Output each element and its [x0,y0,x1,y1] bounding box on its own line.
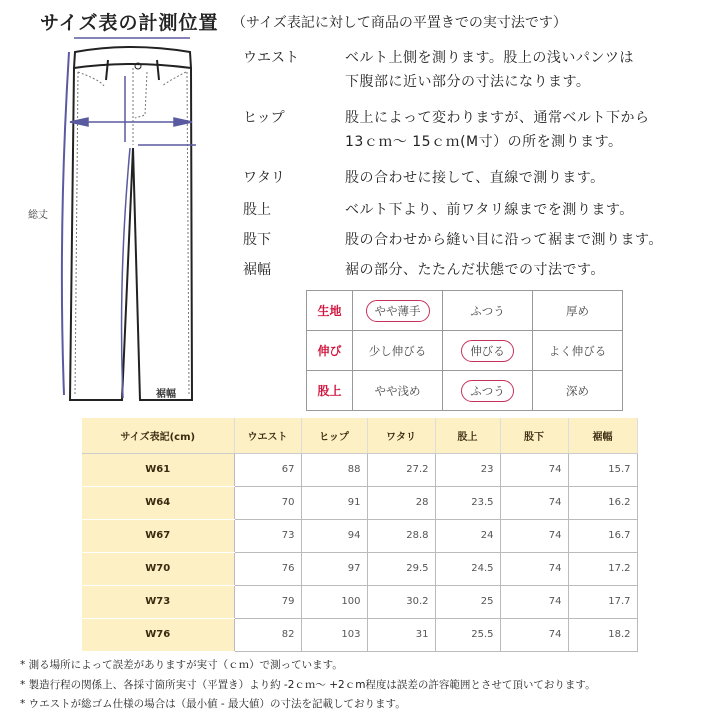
attribute-table [306,290,623,411]
table-cell: 17.7 [568,585,637,618]
attribute-label: 伸び [307,331,353,371]
measurement-label: ヒップ [243,110,285,126]
selected-option: やや薄手 [366,300,430,322]
attribute-option [353,291,443,331]
column-header: 股下 [500,418,568,453]
table-row [82,453,637,486]
hem-label: 裾幅 [156,389,176,400]
table-row [82,519,637,552]
selected-option: ふつう [461,380,514,402]
measurement-desc: ベルト上側を測ります。股上の浅いパンツは [345,50,634,66]
table-row [82,552,637,585]
table-cell: 74 [500,552,568,585]
subtitle: （サイズ表記に対して商品の平置きでの実寸法です） [232,15,567,31]
attribute-option [353,371,443,411]
total-length-label: 総丈 [28,210,48,221]
column-header: サイズ表記(cm) [82,418,234,453]
table-cell: 73 [234,519,301,552]
table-cell: 88 [301,453,367,486]
table-cell: 79 [234,585,301,618]
column-header: ヒップ [301,418,367,453]
selected-option: 伸びる [461,340,514,362]
table-cell: 91 [301,486,367,519]
table-cell: 24 [435,519,500,552]
option-text: よく伸びる [548,343,607,358]
table-cell: 16.7 [568,519,637,552]
size-label: W64 [82,486,234,519]
option-text: やや浅め [374,383,421,398]
table-row [82,486,637,519]
table-cell: 23 [435,453,500,486]
table-cell: 25.5 [435,618,500,651]
column-header: ウエスト [234,418,301,453]
table-cell: 100 [301,585,367,618]
attribute-option [443,331,533,371]
table-cell: 74 [500,585,568,618]
table-cell: 94 [301,519,367,552]
note: * 製造行程の関係上、各採寸箇所実寸（平置き）より約 -2ｃｍ～ +2ｃm程度は誤差の許容範囲とさせて頂いております。 [20,679,596,691]
table-cell: 24.5 [435,552,500,585]
size-label: W76 [82,618,234,651]
attribute-option [533,371,623,411]
table-cell: 27.2 [367,453,435,486]
page-title: サイズ表の計測位置 [40,12,219,34]
table-row [82,585,637,618]
attribute-option [533,331,623,371]
table-cell: 23.5 [435,486,500,519]
measurement-desc: ベルト下より、前ワタリ線までを測ります。 [345,202,634,218]
attribute-option [533,291,623,331]
measurement-label: 裾幅 [243,262,271,278]
measurement-label: 股上 [243,202,271,218]
measurement-desc: 裾の部分、たたんだ状態での寸法です。 [345,262,605,278]
table-cell: 74 [500,453,568,486]
size-label: W67 [82,519,234,552]
size-label: W73 [82,585,234,618]
option-text: ふつう [470,303,505,318]
option-text: 厚め [566,303,589,318]
table-cell: 70 [234,486,301,519]
table-cell: 30.2 [367,585,435,618]
table-cell: 82 [234,618,301,651]
attribute-row [307,371,623,411]
column-header: ワタリ [367,418,435,453]
table-cell: 31 [367,618,435,651]
size-table [82,418,638,652]
note: * ウエストが総ゴム仕様の場合は（最小値 - 最大値）の寸法を記載しております。 [20,698,406,710]
table-cell: 76 [234,552,301,585]
size-label: W70 [82,552,234,585]
attribute-row [307,331,623,371]
column-header: 裾幅 [568,418,637,453]
table-row [82,618,637,651]
table-cell: 29.5 [367,552,435,585]
attribute-label: 股上 [307,371,353,411]
measurement-desc: 股の合わせに接して、直線で測ります。 [345,170,605,186]
measurement-label: 股下 [243,232,271,248]
table-cell: 67 [234,453,301,486]
pants-diagram [20,30,210,415]
table-cell: 15.7 [568,453,637,486]
table-cell: 28.8 [367,519,435,552]
table-cell: 16.2 [568,486,637,519]
table-cell: 74 [500,486,568,519]
measurement-label: ワタリ [243,170,285,186]
attribute-option [443,371,533,411]
measurement-desc: 股の合わせから縫い目に沿って裾まで測ります。 [345,232,663,248]
table-cell: 74 [500,618,568,651]
attribute-option [353,331,443,371]
option-text: 少し伸びる [368,343,427,358]
column-header: 股上 [435,418,500,453]
measurement-desc: 股上によって変わりますが、通常ベルト下から [345,110,650,126]
table-cell: 17.2 [568,552,637,585]
option-text: 深め [566,383,589,398]
measurement-desc: 下腹部に近い部分の寸法になります。 [345,74,591,90]
size-label: W61 [82,453,234,486]
table-cell: 74 [500,519,568,552]
table-cell: 25 [435,585,500,618]
table-cell: 103 [301,618,367,651]
note: * 測る場所によって誤差がありますが実寸（ｃｍ）で測っています。 [20,659,343,671]
table-cell: 18.2 [568,618,637,651]
table-cell: 97 [301,552,367,585]
attribute-option [443,291,533,331]
measurement-desc: 13ｃｍ～ 15ｃｍ(M寸）の所を測ります。 [345,134,623,150]
table-cell: 28 [367,486,435,519]
measurement-label: ウエスト [243,50,299,66]
attribute-row [307,291,623,331]
attribute-label: 生地 [307,291,353,331]
